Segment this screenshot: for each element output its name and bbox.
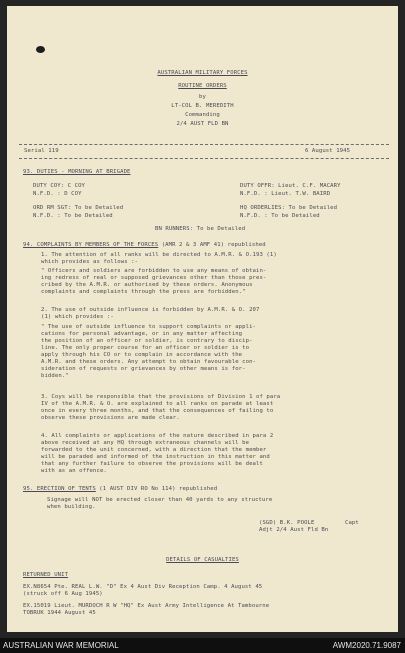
section-95-title: 95. ERECTION OF TENTS <box>23 486 96 492</box>
s94-p2-line-7: apply through his CO or to complain in accordance with the <box>41 352 243 358</box>
s94-p1-line-6: complaints and complaints through the press are forbidden." <box>41 289 246 295</box>
document-page <box>7 6 398 632</box>
s94-p2-line-2: (1) which provides :- <box>41 314 114 320</box>
s94-p1-line-3: " Officers and soldiers are forbidden to use any means of obtain- <box>41 268 267 274</box>
s94-p2-line-3: " The use of outside influence to support complaints or appli- <box>41 324 256 330</box>
casualty-2-line-2: TOBRUK 1944 August 45 <box>23 610 96 616</box>
s94-p2-line-8: A.M.R. and these orders. Any attempt to obtain favourable con- <box>41 359 256 365</box>
duty-officer-nfd: N.F.D. : Lieut. T.W. BAIRD <box>240 191 331 197</box>
s95-line-1: Signage will NOT be erected closer than 40 yards to any structure <box>47 497 273 503</box>
section-94-title: 94. COMPLAINTS BY MEMBERS OF THE FORCES <box>23 242 159 248</box>
header-unit: 2/4 AUST FLD BN <box>176 121 229 127</box>
header-commander: LT-COL B. MEREDITH <box>171 103 234 109</box>
s94-p4-line-4: will be paraded and informed of the instruction in this matter and <box>41 454 270 460</box>
casualty-2-line-1: EX.15019 Lieut. MURDOCH R W "HQ" Ex Aust Army Intelligence At Tambourne <box>23 603 270 609</box>
section-95-ref: (1 AUST DIV RO No 114) republished <box>99 486 218 492</box>
bn-runners: BN RUNNERS: To be Detailed <box>155 226 246 232</box>
section-94-ref: (AMR 2 & 3 AMF 41) republished <box>161 242 266 248</box>
header-force: AUSTRALIAN MILITARY FORCES <box>157 70 248 76</box>
s94-p2-line-10: bidden." <box>41 373 69 379</box>
header-commanding: Commanding <box>185 112 220 118</box>
s94-p2-line-1: 2. The use of outside influence is forbidden by A.M.R. & O. 207 <box>41 307 260 313</box>
signature-appointment: Adjt 2/4 Aust Fld Bn <box>259 527 329 533</box>
s94-p4-line-3: forwarded to the unit concerned, with a direction that the member <box>41 447 267 453</box>
s94-p1-line-2: which provides as follows :- <box>41 259 139 265</box>
duty-officer: DUTY OFFR: Lieut. C.F. MACARY <box>240 183 341 189</box>
s94-p1-line-4: ing redress of real or supposed grievances other than those pres- <box>41 275 267 281</box>
s94-p2-line-6: line. The only proper course for an officer or soldier is to <box>41 345 250 351</box>
s94-p4-line-5: that any further failure to observe the provisions will be dealt <box>41 461 263 467</box>
casualties-title: DETAILS OF CASUALTIES <box>166 557 239 563</box>
s94-p2-line-4: cations for personal advantage, or in any matter affecting <box>41 331 243 337</box>
ord-room-nfd: N.F.D. : To be Detailed <box>33 213 113 219</box>
divider-top <box>19 144 389 145</box>
s94-p3-line-3: once in every three months, and that the consequences of failing to <box>41 408 274 414</box>
hq-orderlies-nfd: N.F.D. : To be Detailed <box>240 213 320 219</box>
s94-p3-line-2: IV of the A.M.R. & O. are explained to all ranks on parade at least <box>41 401 274 407</box>
section-93-title: 93. DUTIES - MORNING AT BRIGADE <box>23 169 131 175</box>
archive-footer <box>0 638 405 653</box>
header-orders: ROUTINE ORDERS <box>178 83 227 89</box>
archive-reference: AWM2020.71.9087 <box>332 641 401 650</box>
serial-number: Serial 119 <box>24 148 59 154</box>
ord-room-sgt: ORD RM SGT: To be Detailed <box>33 205 124 211</box>
s94-p3-line-4: observe these provisions are made clear. <box>41 415 180 421</box>
s94-p2-line-5: the position of an officer or soldier, is contrary to discip- <box>41 338 253 344</box>
hq-orderlies: HQ ORDERLIES: To be Detailed <box>240 205 338 211</box>
returned-unit-heading: RETURNED UNIT <box>23 572 69 578</box>
order-date: 6 August 1945 <box>305 148 351 154</box>
s94-p4-line-2: above received at any HQ through extraneous channels will be <box>41 440 250 446</box>
signature-name: (SGD) B.K. POOLE <box>259 520 315 526</box>
section-95-heading <box>23 486 217 493</box>
casualty-1-line-1: EX.N8654 Pte. REAL L.W. "D" Ex 4 Aust Div Reception Camp. 4 August 45 <box>23 584 263 590</box>
signature-rank: Capt <box>345 520 359 526</box>
duty-coy-nfd: N.F.D. : D COY <box>33 191 82 197</box>
section-94-heading <box>23 242 266 249</box>
s94-p3-line-1: 3. Coys will be responsible that the provisions of Division 1 of para <box>41 394 281 400</box>
s95-line-2: when building. <box>47 504 96 510</box>
s94-p4-line-6: with as an offence. <box>41 468 107 474</box>
archive-name: AUSTRALIAN WAR MEMORIAL <box>3 641 119 650</box>
casualty-1-line-2: (struck off 6 Aug 1945) <box>23 591 103 597</box>
divider-bottom <box>19 158 389 159</box>
duty-coy: DUTY COY: C COY <box>33 183 86 189</box>
punch-hole <box>36 46 45 53</box>
s94-p1-line-5: cribed by the A.M.R. or authorised by these orders. Anonymous <box>41 282 253 288</box>
s94-p4-line-1: 4. All complaints or applications of the nature described in para 2 <box>41 433 274 439</box>
s94-p2-line-9: sideration of requests or grievances by other means is for- <box>41 366 246 372</box>
header-by: by <box>199 94 206 100</box>
s94-p1-line-1: 1. The attention of all ranks will be directed to A.M.R. & O.193 (1) <box>41 252 277 258</box>
